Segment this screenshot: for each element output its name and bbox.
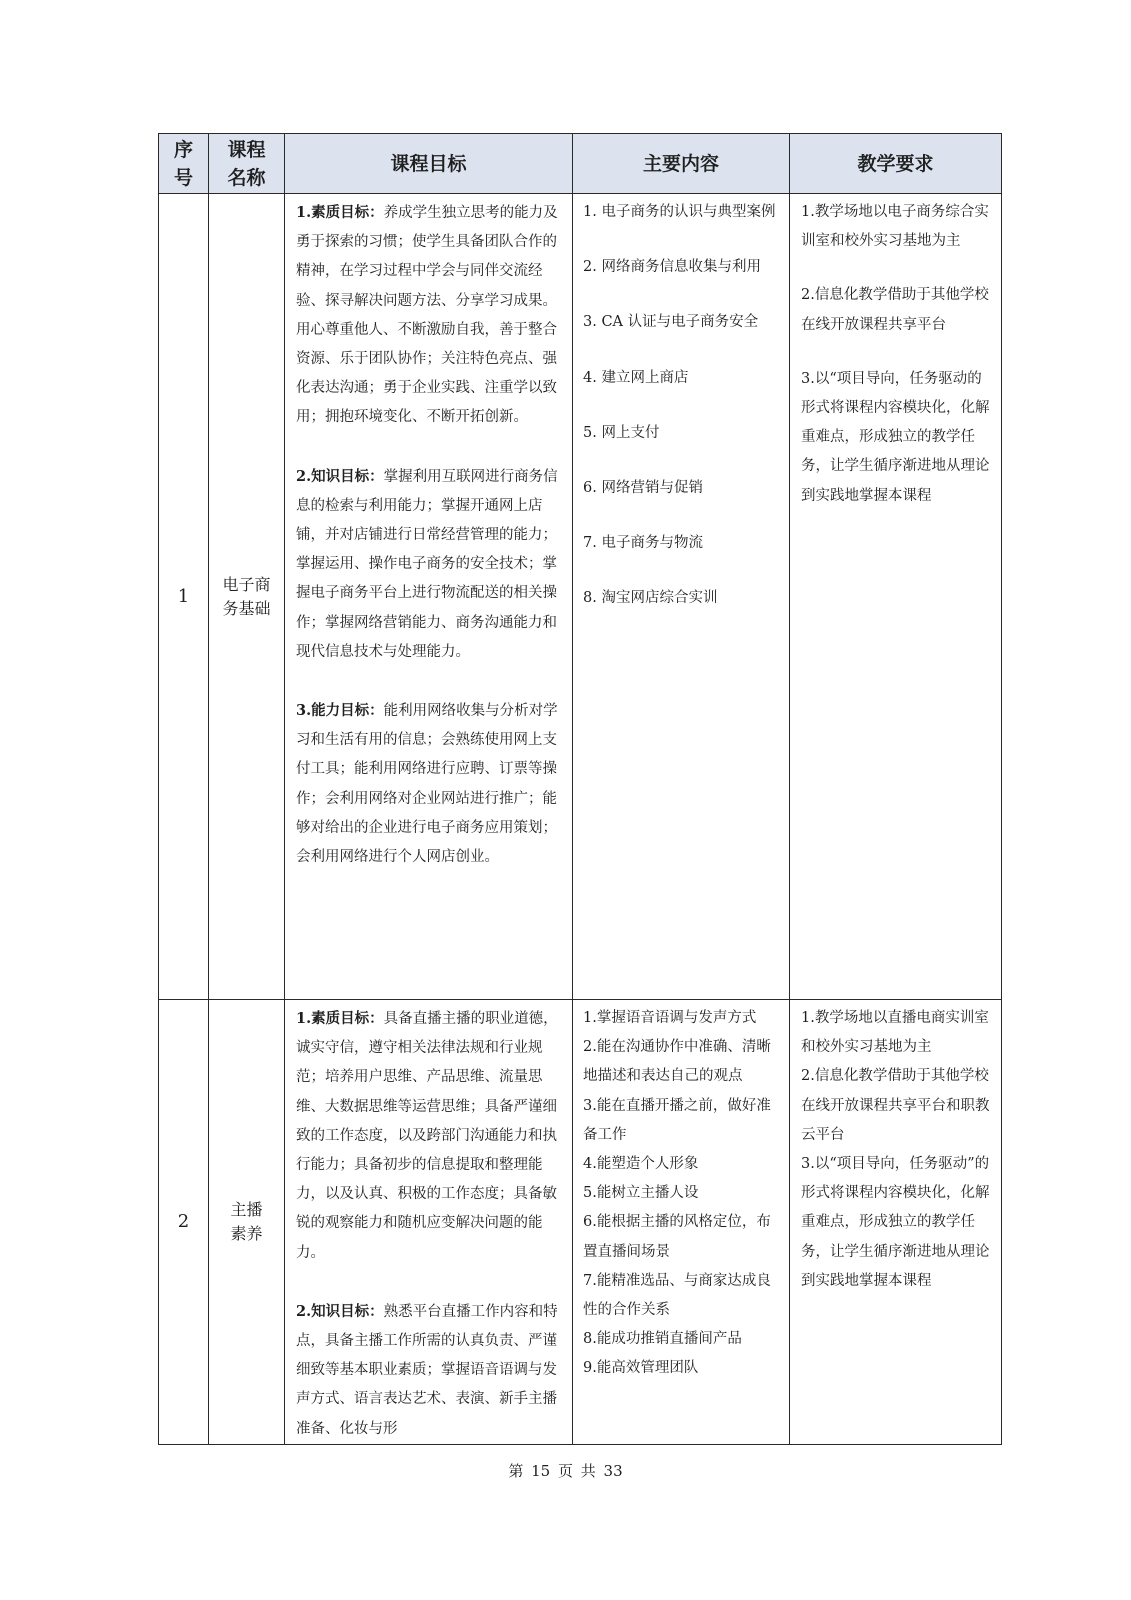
table-row: [159, 194, 1002, 1000]
row-2-knowledge-goal: [296, 1297, 562, 1444]
quality-goal-text: 养成学生独立思考的能力及勇于探索的习惯；使学生具备团队合作的精神，在学习过程中学会与同伴交流经验、探寻解决问题方法、分享学习成果。用心尊重他人、不断激励自我，善于整合资源、乐于团队协作；关注特色亮点、强化表达沟通；勇于企业实践、注重学以致用；拥抱环境变化、不断开拓创新。: [296, 205, 558, 426]
row-2-seq: 2: [159, 1000, 209, 1445]
curriculum-table: [158, 133, 1002, 1445]
requirement-item: 2.信息化教学借助于其他学校在线开放课程共享平台和职教云平台: [801, 1068, 990, 1143]
header-content: 主要内容: [573, 134, 790, 194]
quality-goal-label: 1.素质目标：: [296, 204, 384, 221]
row-1-goal: [285, 194, 573, 1000]
content-item: 8. 淘宝网店综合实训: [583, 590, 718, 607]
content-item: 7. 电子商务与物流: [583, 535, 703, 552]
content-item: 4. 建立网上商店: [583, 369, 689, 386]
row-1-seq: 1: [159, 194, 209, 1000]
requirement-item: 1.教学场地以电子商务综合实训室和校外实习基地为主: [801, 204, 989, 250]
content-item: 5. 网上支付: [583, 424, 660, 441]
requirement-item: 1.教学场地以直播电商实训室和校外实习基地为主: [801, 1010, 989, 1056]
row-1-course-name: [209, 194, 285, 1000]
quality-goal-label: 1.素质目标：: [296, 1010, 384, 1027]
header-seq: 序号: [159, 134, 209, 194]
content-item: 2.能在沟通协作中准确、清晰地描述和表达自己的观点: [583, 1039, 771, 1085]
row-1-requirements: [790, 194, 1002, 1000]
table-row: [159, 1000, 1002, 1445]
content-item: 2. 网络商务信息收集与利用: [583, 259, 761, 276]
content-item: 6.能根据主播的风格定位，布置直播间场景: [583, 1214, 771, 1260]
row-2-goal: [285, 1000, 573, 1445]
page-number-footer: 第 15 页 共 33: [508, 1462, 623, 1480]
content-item: 6. 网络营销与促销: [583, 480, 703, 497]
table-header-row: [159, 134, 1002, 194]
row-2-content: [573, 1000, 790, 1445]
knowledge-goal-text: 熟悉平台直播工作内容和特点，具备主播工作所需的认真负责、严谨细致等基本职业素质；掌握语音语调与发声方式、语言表达艺术、表演、新手主播准备、化妆与形: [296, 1303, 558, 1437]
knowledge-goal-label: 2.知识目标：: [296, 1302, 384, 1320]
requirement-item: 3.以“项目导向，任务驱动”的形式将课程内容模块化，化解重难点，形成独立的教学任务，让学生循序渐进地从理论到实践地掌握本课程: [801, 1156, 990, 1289]
content-item: 7.能精准选品、与商家达成良性的合作关系: [583, 1272, 771, 1319]
requirement-item: 3.以“项目导向，任务驱动的形式将课程内容模块化，化解重难点，形成独立的教学任务，让学生循序渐进地从理论到实践地掌握本课程: [801, 370, 990, 504]
header-course-name: 课程名称: [209, 134, 285, 194]
row-1-ability-goal: [296, 696, 562, 872]
content-item: 8.能成功推销直播间产品: [583, 1331, 742, 1348]
ability-goal-label: 3.能力目标：: [296, 702, 384, 720]
content-item: 1.掌握语音语调与发声方式: [583, 1010, 757, 1026]
row-1-knowledge-goal: [296, 462, 562, 667]
header-requirements: 教学要求: [790, 134, 1002, 194]
row-1-course-name-text: 电子商务基础: [222, 574, 271, 618]
quality-goal-text: 具备直播主播的职业道德，诚实守信，遵守相关法律法规和行业规范；培养用户思维、产品思维、流量思维、大数据思维等运营思维；具备严谨细致的工作态度，以及跨部门沟通能力和执行能力；具备初步的信息提取和整理能力，以及认真、积极的工作态度；具备敏锐的观察能力和随机应变解决问题的能力。: [296, 1011, 558, 1261]
row-2-requirements: [790, 1000, 1002, 1445]
row-1-quality-goal: [296, 198, 562, 433]
ability-goal-text: 能利用网络收集与分析对学习和生活有用的信息；会熟练使用网上支付工具；能利用网络进行应聘、订票等操作；会利用网络对企业网站进行推广；能够对给出的企业进行电子商务应用策划；会利用网络进行个人网店创业。: [296, 703, 558, 866]
content-item: 3. CA 认证与电子商务安全: [583, 314, 759, 331]
content-item: 3.能在直播开播之前，做好准备工作: [583, 1097, 771, 1143]
content-item: 1. 电子商务的认识与典型案例: [583, 204, 776, 220]
knowledge-goal-label: 2.知识目标：: [296, 467, 384, 485]
content-item: 5.能树立主播人设: [583, 1185, 699, 1202]
knowledge-goal-text: 掌握利用互联网进行商务信息的检索与利用能力；掌握开通网上店铺，并对店铺进行日常经营管理的能力；掌握运用、操作电子商务的安全技术；掌握电子商务平台上进行物流配送的相关操作；掌握网络营销能力、商务沟通能力和现代信息技术与处理能力。: [296, 468, 558, 660]
row-2-course-name-text: 主播素养: [230, 1199, 263, 1243]
row-1-content: [573, 194, 790, 1000]
content-item: 9.能高效管理团队: [583, 1360, 699, 1377]
requirement-item: 2.信息化教学借助于其他学校在线开放课程共享平台: [801, 287, 989, 333]
content-item: 4.能塑造个人形象: [583, 1156, 699, 1173]
row-2-quality-goal: [296, 1004, 562, 1268]
header-goal: 课程目标: [285, 134, 573, 194]
row-2-course-name: [209, 1000, 285, 1445]
